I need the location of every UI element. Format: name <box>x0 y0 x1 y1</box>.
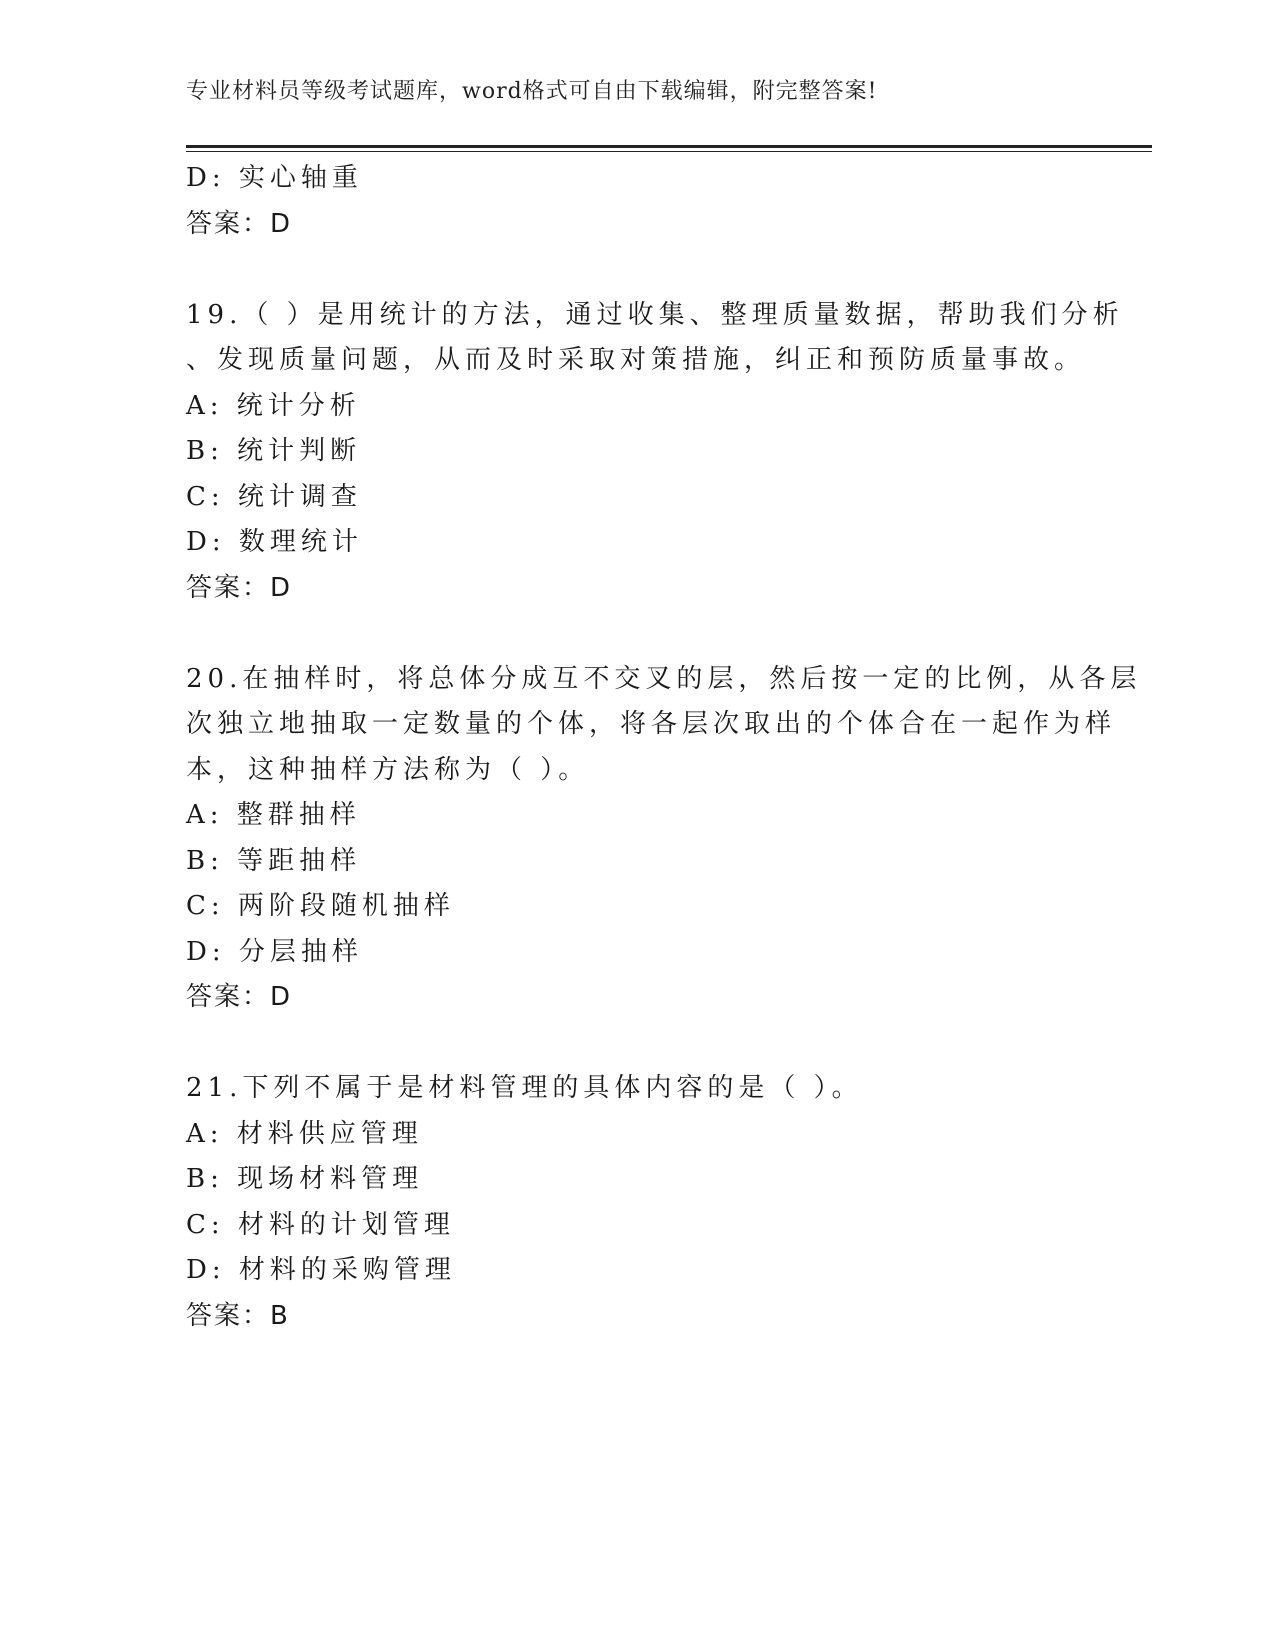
option-d: D: 分层抽样 <box>186 936 363 967</box>
question-stem-line: 20.在抽样时，将总体分成互不交叉的层，然后按一定的比例，从各层 <box>186 663 1142 694</box>
option-d: D: 实心轴重 <box>186 163 363 193</box>
option-a: A: 整群抽样 <box>186 800 361 830</box>
answer-line: 答案：B <box>186 1300 290 1331</box>
question-stem-line: 本，这种抽样方法称为（ ）。 <box>186 754 590 785</box>
option-b: B: 统计判断 <box>186 436 362 466</box>
option-c: C: 两阶段随机抽样 <box>186 891 455 921</box>
question-21 <box>186 1066 1086 1339</box>
question-stem-line: 次独立地抽取一定数量的个体，将各层次取出的个体合在一起作为样 <box>186 709 1117 739</box>
question-stem-line: 、发现质量问题，从而及时采取对策措施，纠正和预防质量事故。 <box>186 345 1086 375</box>
header-divider-thin <box>186 151 1152 152</box>
header-divider-thick <box>186 145 1152 148</box>
spacer <box>186 1021 1086 1067</box>
page-header: 专业材料员等级考试题库，word格式可自由下载编辑，附完整答案! <box>186 79 878 104</box>
option-d: D: 数理统计 <box>186 527 363 557</box>
option-d: D: 材料的采购管理 <box>186 1255 456 1285</box>
option-c: C: 统计调查 <box>186 481 362 512</box>
answer-line: 答案：D <box>186 208 293 239</box>
question-20 <box>186 657 1142 1021</box>
option-b: B: 等距抽样 <box>186 845 362 876</box>
question-stem-line: 21.下列不属于是材料管理的具体内容的是（ ）。 <box>186 1073 863 1103</box>
option-a: A: 统计分析 <box>186 390 361 421</box>
option-a: A: 材料供应管理 <box>186 1118 423 1149</box>
question-stem-line: 19.（ ）是用统计的方法，通过收集、整理质量数据，帮助我们分析 <box>186 299 1124 330</box>
option-b: B: 现场材料管理 <box>186 1164 424 1194</box>
option-c: C: 材料的计划管理 <box>186 1209 455 1240</box>
answer-line: 答案：D <box>186 572 293 603</box>
spacer <box>186 247 1086 293</box>
document-body <box>186 156 1142 1339</box>
answer-line: 答案：D <box>186 982 293 1012</box>
spacer <box>186 611 1086 657</box>
question-19 <box>186 293 1124 612</box>
